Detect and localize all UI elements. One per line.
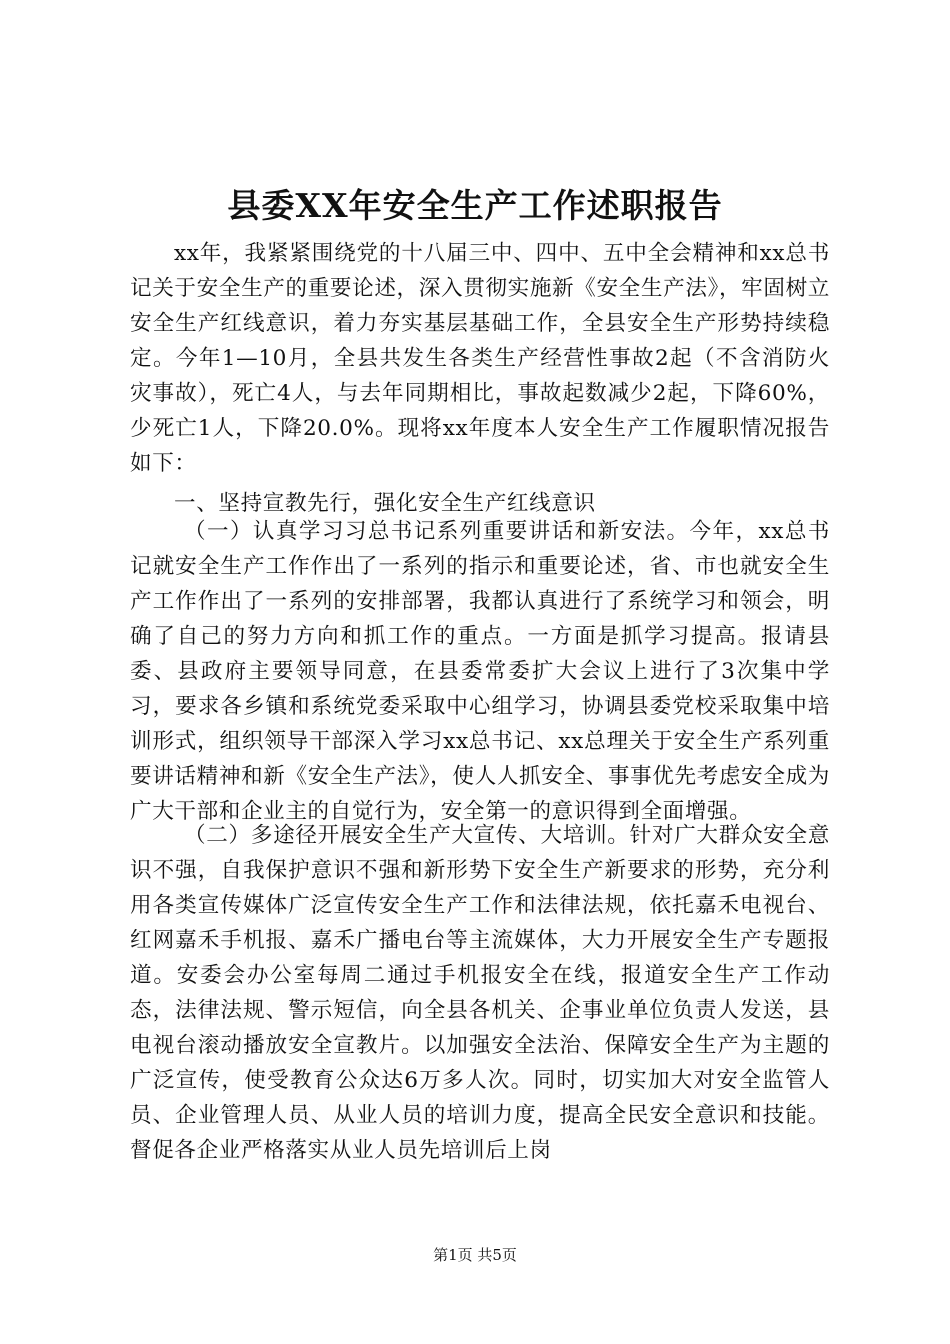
page-footer: 第1页 共5页 — [433, 1246, 517, 1264]
subsection-paragraph-1: （一）认真学习习总书记系列重要讲话和新安法。今年，xx总书记就安全生产工作作出了一系列的指示和重要论述，省、市也就安全生产工作作出了一系列的安排部署，我都认真进行了系统学习和领会，明确了自己的努力方向和抓工作的重点。一方面是抓学习提高。报请县委、县政府主要领导同意，在县委常委扩大会议上进行了3次集中学习，要求各乡镇和系统党委采取中心组学习，协调县委党校采取集中培训形式，组织领导干部深入学习xx总书记、xx总理关于安全生产系列重要讲话精神和新《安全生产法》，使人人抓安全、事事优先考虑安全成为广大干部和企业主的自觉行为，安全第一的意识得到全面增强。 — [130, 519, 830, 824]
document-title: 县委XX年安全生产工作述职报告 — [227, 186, 723, 225]
subsection-paragraph-2: （二）多途径开展安全生产大宣传、大培训。针对广大群众安全意识不强，自我保护意识不强和新形势下安全生产新要求的形势，充分利用各类宣传媒体广泛宣传安全生产工作和法律法规，依托嘉禾电视台、红网嘉禾手机报、嘉禾广播电台等主流媒体，大力开展安全生产专题报道。安委会办公室每周二通过手机报安全在线，报道安全生产工作动态，法律法规、警示短信，向全县各机关、企事业单位负责人发送，县电视台滚动播放安全宣教片。以加强安全法治、保障安全生产为主题的广泛宣传，使受教育公众达6万多人次。同时，切实加大对安全监管人员、企业管理人员、从业人员的培训力度，提高全民安全意识和技能。督促各企业严格落实从业人员先培训后上岗 — [130, 823, 830, 1163]
intro-paragraph: xx年，我紧紧围绕党的十八届三中、四中、五中全会精神和xx总书记关于安全生产的重要论述，深入贯彻实施新《安全生产法》，牢固树立安全生产红线意识，着力夯实基层基础工作，全县安全生产形势持续稳定。今年1—10月，全县共发生各类生产经营性事故2起（不含消防火灾事故），死亡4人，与去年同期相比，事故起数减少2起，下降60%，少死亡1人，下降20.0%。现将xx年度本人安全生产工作履职情况报告如下： — [130, 241, 830, 476]
section-heading-1: 一、坚持宣教先行，强化安全生产红线意识 — [174, 491, 596, 516]
